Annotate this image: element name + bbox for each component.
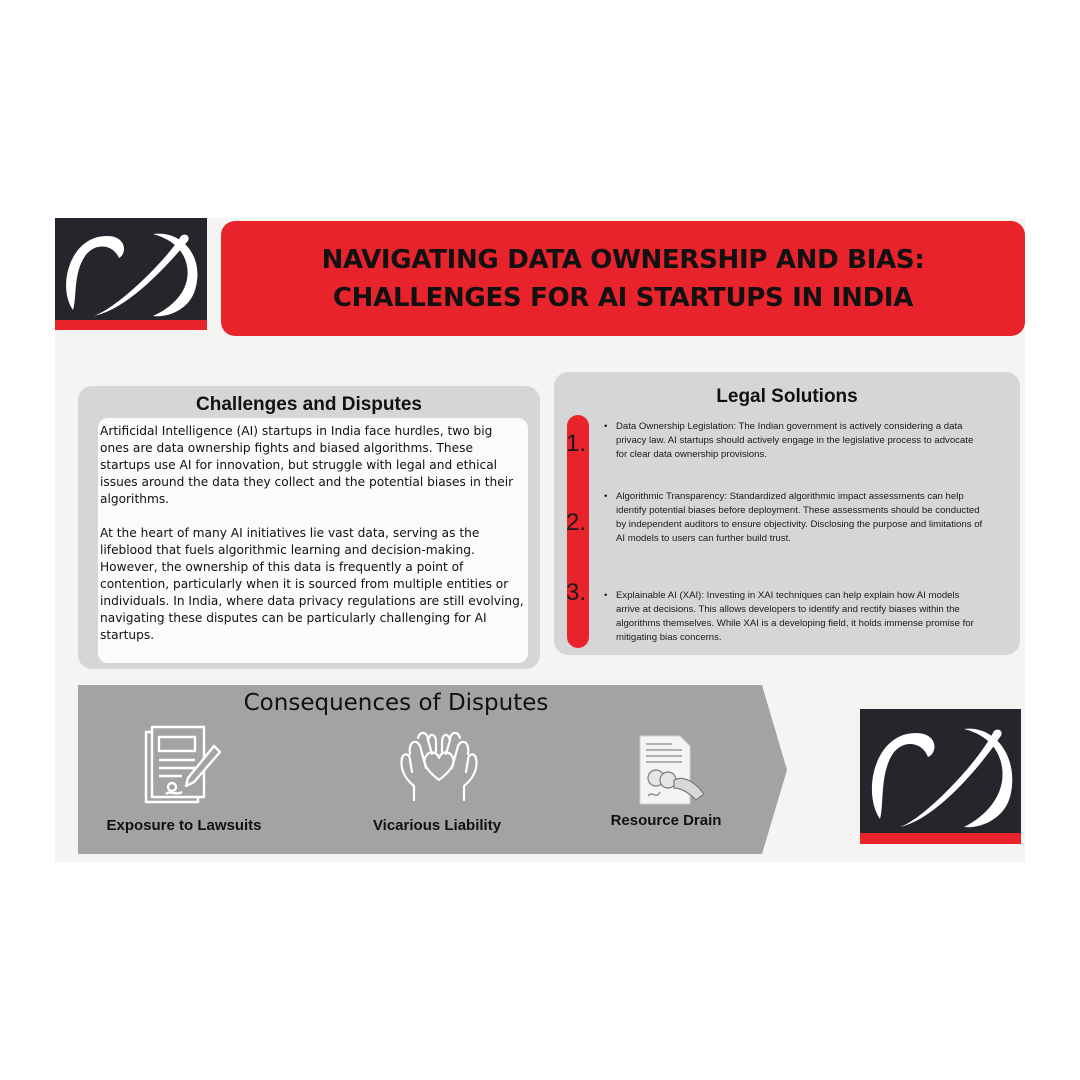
page-title: NAVIGATING DATA OWNERSHIP AND BIAS: CHALLENGES FOR AI STARTUPS IN INDIA [321,244,925,313]
title-banner [221,221,1025,336]
solution-item: • Algorithmic Transparency: Standardized algorithmic impact assessments can help identify potential biases before deployment. These assessments should be conducted by independent auditors to ensure objectivity. Disclosing the purpose and limitations of AI models to users can further build trust. [604,490,984,546]
infinity-logo-icon [860,709,1021,844]
logo-red-bar [55,320,207,330]
solution-number: 3. [566,579,587,606]
challenges-panel [78,386,540,669]
infinity-logo-icon [55,218,207,330]
brand-logo [55,218,207,330]
solutions-panel [554,372,1020,655]
brand-logo [860,709,1021,844]
logo-red-bar [860,833,1021,844]
solution-item: • Explainable AI (XAI): Investing in XAI techniques can help explain how AI models arrive at decisions. This allows developers to identify and rectify biases within the algorithms themselves. While XAI is a developing field, it holds immense promise for mitigating bias concerns. [604,589,984,645]
challenges-text-box [98,418,528,663]
challenges-heading: Challenges and Disputes [196,394,422,415]
solutions-heading: Legal Solutions [716,386,858,407]
solution-number: 1. [566,430,587,457]
challenges-paragraph: At the heart of many AI initiatives lie vast data, serving as the lifeblood that fuels algorithmic learning and decision-making. However, the ownership of this data is frequently a point of contention, particularly when it is sourced from multiple entities or individuals. In India, where data privacy regulations are still evolving, navigating these disputes can be particularly challenging for AI startups. [100,526,524,642]
document-coins-icon [638,734,706,806]
consequence-label: Resource Drain [610,812,722,829]
hands-heart-icon [396,724,482,804]
consequence-label: Exposure to Lawsuits [106,817,262,834]
solution-number: 2. [566,509,587,536]
challenges-paragraph: Artificidal Intelligence (AI) startups in India face hurdles, two big ones are data ownership fights and biased algorithms. These startups use AI for innovation, but struggle with legal and ethical issues around the data they collect and the potential biases in their algorithms. [100,424,514,506]
consequence-label: Vicarious Liability [372,817,502,834]
legal-document-icon [142,724,224,808]
consequences-heading: Consequences of Disputes [243,690,549,716]
solution-item: • Data Ownership Legislation: The Indian government is actively considering a data privacy law. AI startups should actively engage in the legislative process to advocate for clear data ownership provisions. [604,420,984,462]
